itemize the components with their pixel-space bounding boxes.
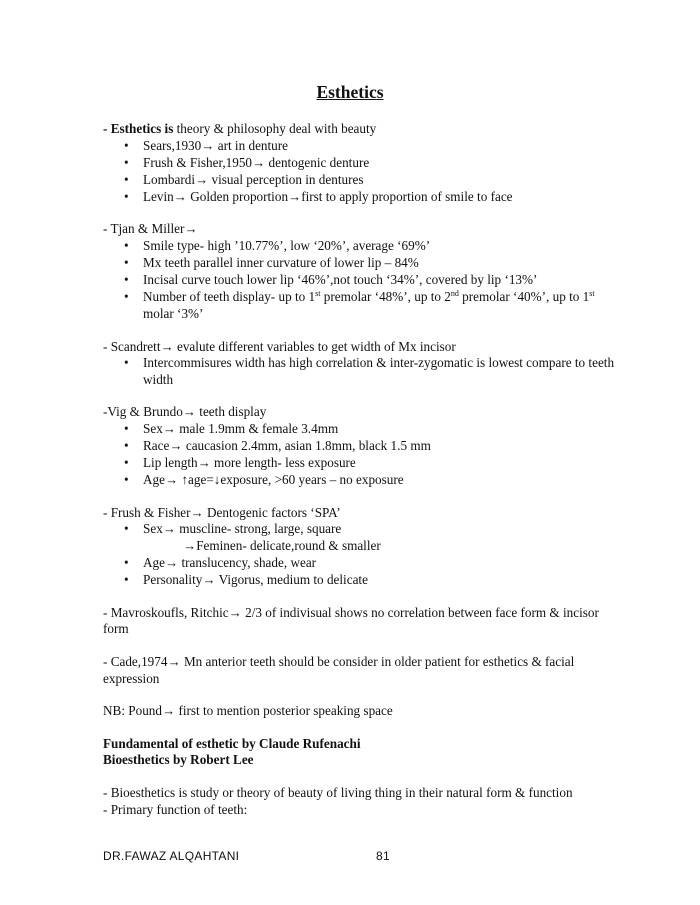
- page-title-text: Esthetics: [316, 82, 384, 102]
- frush-fisher-heading: - Frush & Fisher→ Dentogenic factors ‘SPA’: [103, 504, 341, 520]
- list-item: • Mx teeth parallel inner curvature of lower lip – 84%: [124, 255, 623, 272]
- list-item: • Lombardi→ visual perception in dentures: [124, 172, 623, 189]
- vig-brundo-heading: -Vig & Brundo→ teeth display: [103, 404, 267, 420]
- section-fundamental: [103, 736, 623, 769]
- list-item: • Incisal curve touch lower lip ‘46%’,not touch ‘34%’, covered by lip ‘13%’: [124, 272, 623, 289]
- primary-function-heading: - Primary function of teeth:: [103, 801, 248, 817]
- sex-factor: • Sex→ muscline- strong, large, square: [143, 521, 342, 537]
- list-item: • Intercommisures width has high correlation & inter-zygomatic is lowest compare to teeth width: [124, 355, 623, 388]
- section-vig-brundo: [103, 404, 623, 488]
- definition-term: Esthetics is: [110, 121, 174, 136]
- page-title: [0, 82, 700, 102]
- note-text: NB: Pound→ first to mention posterior speaking space: [103, 703, 393, 719]
- teeth-display-text: premolar ‘48%’, up to 2: [320, 289, 451, 305]
- teeth-display-item: [124, 289, 623, 322]
- page-number: 81: [376, 849, 390, 863]
- footer-author: DR.FAWAZ ALQAHTANI: [103, 849, 240, 863]
- sex-factor-feminine: →Feminen- delicate,round & smaller: [183, 537, 381, 553]
- esthetics-definition: [103, 121, 623, 138]
- teeth-display-text: molar ‘3%’: [143, 305, 204, 321]
- list-item: • Age→ ↑age=↓exposure, >60 years – no exposure: [124, 472, 623, 489]
- fundamental-heading: Fundamental of esthetic by Claude Rufenachi: [103, 735, 361, 751]
- scandrett-heading: - Scandrett→ evalute different variables to get width of Mx incisor: [103, 338, 456, 354]
- tjan-miller-heading: - Tjan & Miller→: [103, 221, 198, 237]
- list-item: • Levin→ Golden proportion→first to apply proportion of smile to face: [124, 189, 623, 206]
- ordinal-suffix: st: [315, 289, 321, 299]
- section-esthetics-definition: [103, 121, 623, 205]
- list-item: • Sex→ male 1.9mm & female 3.4mm: [124, 421, 623, 438]
- section-cade: [103, 654, 623, 687]
- vig-brundo-list: [103, 421, 623, 489]
- list-item: • Smile type- high ’10.77%’, low ‘20%’, average ‘69%’: [124, 238, 623, 255]
- list-item: • Race→ caucasion 2.4mm, asian 1.8mm, black 1.5 mm: [124, 438, 623, 455]
- bioesthetics-heading: Bioesthetics by Robert Lee: [103, 752, 254, 768]
- teeth-display-text: Number of teeth display- up to 1: [143, 289, 316, 305]
- section-tjan-miller: [103, 221, 623, 322]
- tjan-miller-list: [103, 238, 623, 322]
- definition-dash: -: [103, 121, 111, 136]
- scandrett-list: [103, 355, 623, 388]
- bioesthetics-definition: - Bioesthetics is study or theory of beauty of living thing in their natural form & function: [103, 784, 573, 800]
- section-bioesthetics: [103, 785, 623, 818]
- list-item: [124, 521, 623, 554]
- ordinal-suffix: st: [589, 289, 595, 299]
- list-item: • Frush & Fisher,1950→ dentogenic denture: [124, 155, 623, 172]
- section-note: [103, 703, 623, 720]
- ordinal-suffix: nd: [450, 289, 459, 299]
- frush-fisher-list: [103, 521, 623, 588]
- teeth-display-text: premolar ‘40%’, up to 1: [458, 289, 590, 305]
- section-scandrett: [103, 339, 623, 389]
- cade-text: - Cade,1974→ Mn anterior teeth should be consider in older patient for esthetics & facial expression: [103, 653, 575, 686]
- section-mavroskoufls: [103, 605, 623, 638]
- list-item: • Sears,1930→ art in denture: [124, 138, 623, 155]
- page-content: [103, 121, 623, 834]
- list-item: • Lip length→ more length- less exposure: [124, 455, 623, 472]
- section-frush-fisher: [103, 505, 623, 589]
- mavroskoufls-text: - Mavroskoufls, Ritchic→ 2/3 of indivisual shows no correlation between face form & incisor form: [103, 604, 599, 637]
- list-item: • Personality→ Vigorus, medium to delicate: [124, 572, 623, 589]
- definition-text: theory & philosophy deal with beauty: [173, 121, 377, 136]
- esthetics-history-list: [103, 138, 623, 206]
- list-item: • Age→ translucency, shade, wear: [124, 555, 623, 572]
